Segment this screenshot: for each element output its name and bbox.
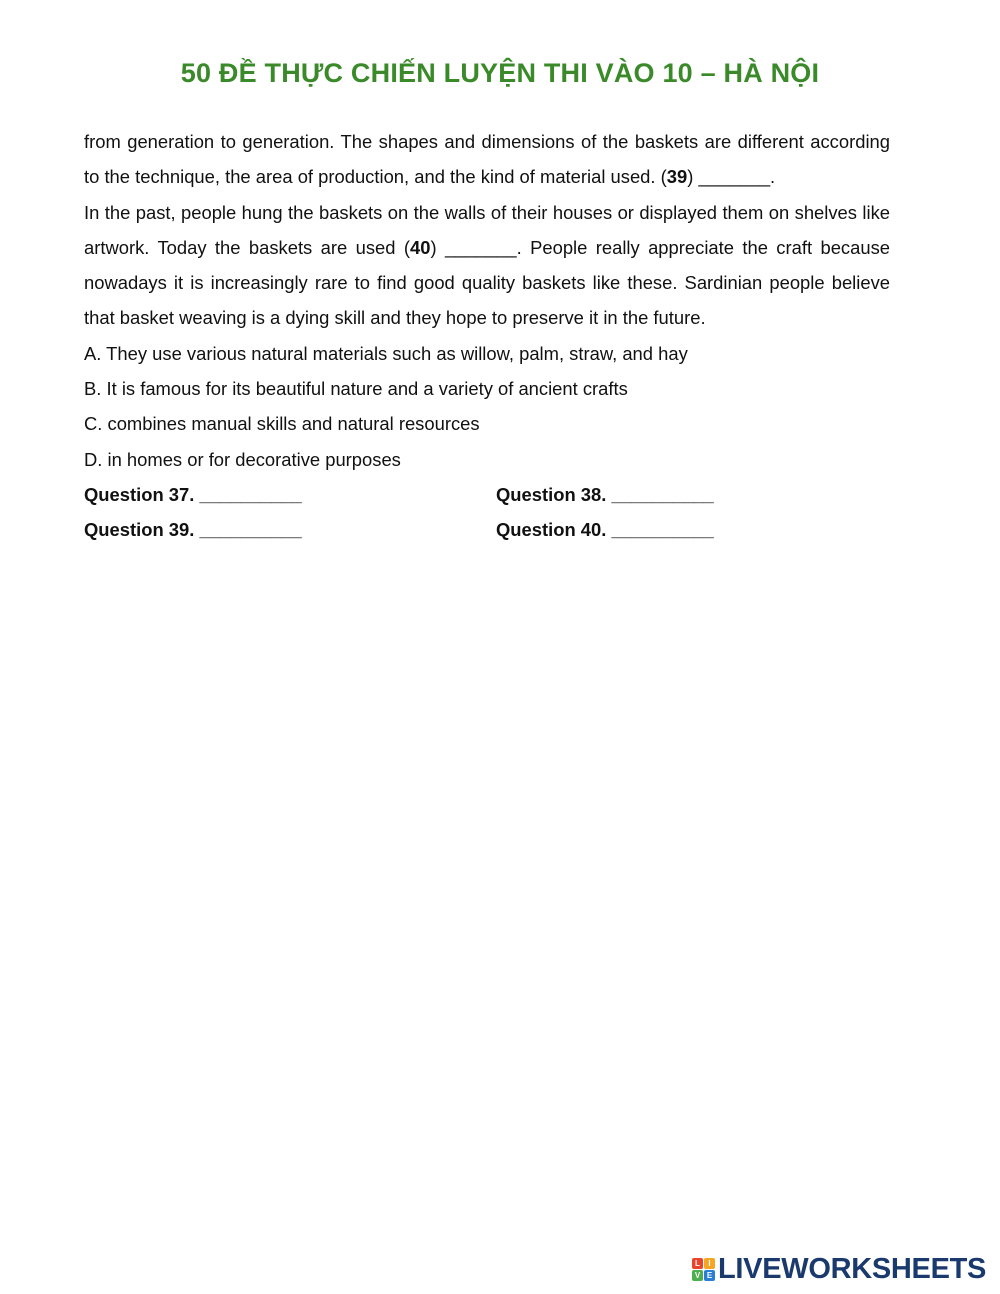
passage-text: from generation to generation. The shapes and dimensions of the baskets are different according to the technique, the area of production, and the kind of material used. ( — [84, 131, 890, 188]
logo-text: LIVEWORKSHEETS — [718, 1253, 987, 1285]
answer-question-39[interactable]: Question 39. __________ — [84, 519, 302, 541]
logo-mark-letter: V — [692, 1270, 703, 1281]
liveworksheets-logo — [692, 1253, 986, 1285]
blank-number-40: 40 — [410, 236, 431, 258]
option-c: C. combines manual skills and natural resources — [84, 413, 480, 435]
answer-grid — [84, 477, 890, 548]
logo-mark-letter: L — [692, 1258, 703, 1269]
logo-mark-letter: I — [704, 1258, 715, 1269]
blank-number-39: 39 — [666, 166, 688, 188]
passage-text: ) _______. People really appreciate the craft because nowadays it is increasingly rare to find good quality baskets like these. Sardinian people believe that basket weaving is a dying skill and they hope to preserve it in the future. — [84, 236, 890, 329]
logo-mark-letter: E — [704, 1270, 715, 1281]
passage-text: In the past, people hung the baskets on the walls of their houses or displayed them on shelves like artwork. Today the baskets are used ( — [84, 201, 890, 258]
passage-paragraph-1 — [84, 124, 890, 195]
passage-paragraph-2 — [84, 195, 890, 336]
answer-question-40[interactable]: Question 40. __________ — [496, 519, 714, 541]
answer-question-37[interactable]: Question 37. __________ — [84, 483, 302, 505]
option-a: A. They use various natural materials such as willow, palm, straw, and hay — [84, 342, 688, 364]
option-d: D. in homes or for decorative purposes — [84, 448, 401, 470]
worksheet-content — [84, 124, 890, 548]
liveworksheets-mark-icon — [692, 1258, 715, 1281]
passage-text: ) _______. — [687, 166, 776, 188]
page-title: 50 ĐỀ THỰC CHIẾN LUYỆN THI VÀO 10 – HÀ NỘI — [180, 58, 820, 88]
answer-question-38[interactable]: Question 38. __________ — [496, 483, 714, 505]
option-b: B. It is famous for its beautiful nature and a variety of ancient crafts — [84, 378, 628, 400]
